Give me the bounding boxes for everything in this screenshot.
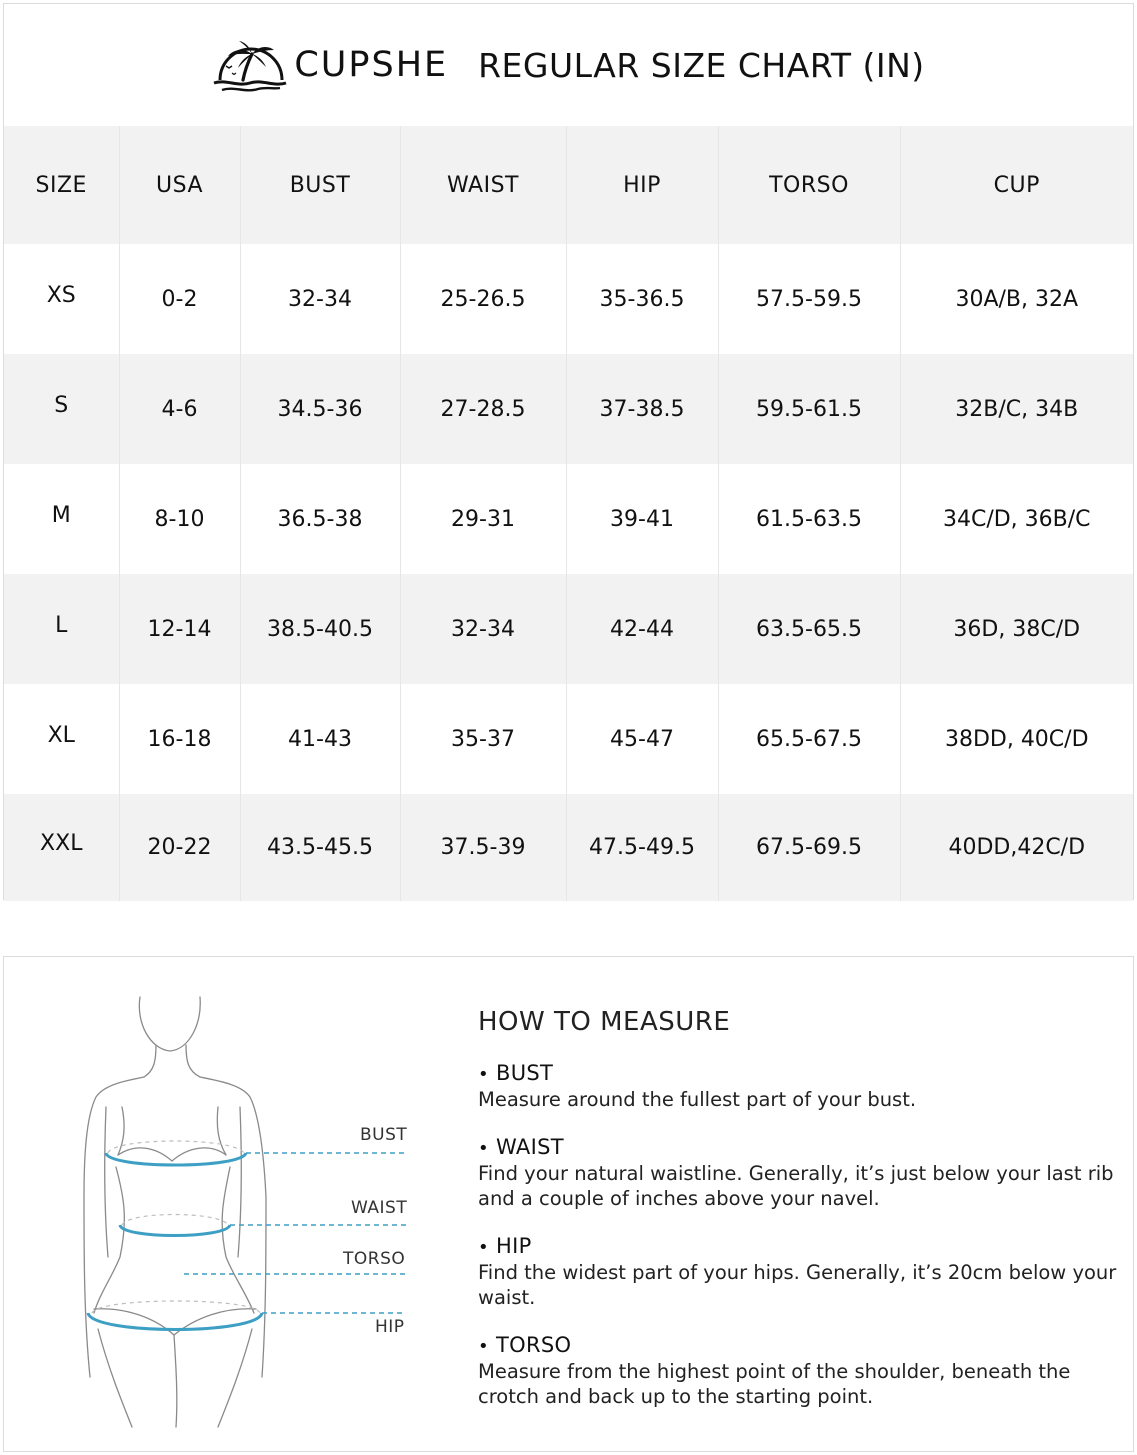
- bust-cell: 41-43: [240, 684, 400, 794]
- column-header-usa: USA: [119, 126, 240, 244]
- torso-cell: 67.5-69.5: [718, 794, 900, 901]
- bullet-icon: •: [478, 1064, 489, 1085]
- bullet-icon: •: [478, 1138, 489, 1159]
- measure-item-desc: Measure around the fullest part of your bust.: [478, 1088, 917, 1111]
- column-header-waist: WAIST: [400, 126, 566, 244]
- cup-cell: 30A/B, 32A: [900, 244, 1133, 354]
- usa-cell: 0-2: [119, 244, 240, 354]
- size-cell: XS: [46, 282, 76, 308]
- cup-cell: 32B/C, 34B: [900, 354, 1133, 464]
- measure-item-label: TORSO: [496, 1333, 572, 1357]
- brand-name: CUPSHE: [294, 45, 449, 85]
- cup-cell: 34C/D, 36B/C: [900, 464, 1133, 574]
- body-figure: [4, 957, 464, 1451]
- table-row: [4, 684, 1133, 794]
- cup-cell: 40DD,42C/D: [900, 794, 1133, 901]
- brand: [212, 36, 448, 94]
- measure-instructions: [478, 1007, 1118, 1432]
- size-cell: S: [54, 392, 69, 418]
- usa-cell: 8-10: [119, 464, 240, 574]
- size-table: [4, 126, 1133, 901]
- hip-cell: 45-47: [566, 684, 718, 794]
- measure-item-desc: Find the widest part of your hips. Generally, it’s 20cm below your waist.: [478, 1261, 1117, 1309]
- measure-item-label: HIP: [496, 1234, 532, 1258]
- figure-label-waist: WAIST: [351, 1198, 408, 1218]
- table-row: [4, 464, 1133, 574]
- torso-cell: 59.5-61.5: [718, 354, 900, 464]
- size-cell: M: [51, 502, 71, 528]
- bust-cell: 32-34: [240, 244, 400, 354]
- measure-item-label: WAIST: [496, 1135, 564, 1159]
- waist-cell: 32-34: [400, 574, 566, 684]
- cup-cell: 38DD, 40C/D: [900, 684, 1133, 794]
- size-cell: XL: [47, 722, 75, 748]
- column-header-torso: TORSO: [718, 126, 900, 244]
- waist-cell: 29-31: [400, 464, 566, 574]
- chart-title: REGULAR SIZE CHART (IN): [478, 45, 925, 85]
- usa-cell: 20-22: [119, 794, 240, 901]
- torso-cell: 57.5-59.5: [718, 244, 900, 354]
- hip-cell: 47.5-49.5: [566, 794, 718, 901]
- measure-item-hip: [478, 1234, 1118, 1310]
- torso-cell: 65.5-67.5: [718, 684, 900, 794]
- measure-item-torso: [478, 1333, 1118, 1409]
- figure-label-torso: TORSO: [343, 1249, 406, 1269]
- usa-cell: 12-14: [119, 574, 240, 684]
- hip-cell: 39-41: [566, 464, 718, 574]
- measure-item-bust: [478, 1061, 1118, 1112]
- waist-cell: 27-28.5: [400, 354, 566, 464]
- usa-cell: 4-6: [119, 354, 240, 464]
- waist-cell: 35-37: [400, 684, 566, 794]
- bust-cell: 34.5-36: [240, 354, 400, 464]
- measure-card: [3, 956, 1134, 1452]
- size-cell: L: [55, 612, 68, 638]
- hip-cell: 37-38.5: [566, 354, 718, 464]
- table-row: [4, 244, 1133, 354]
- chart-header: [4, 4, 1133, 126]
- torso-cell: 61.5-63.5: [718, 464, 900, 574]
- waist-cell: 25-26.5: [400, 244, 566, 354]
- figure-label-hip: HIP: [375, 1317, 405, 1337]
- hip-cell: 42-44: [566, 574, 718, 684]
- usa-cell: 16-18: [119, 684, 240, 794]
- waist-cell: 37.5-39: [400, 794, 566, 901]
- torso-cell: 63.5-65.5: [718, 574, 900, 684]
- size-cell: XXL: [40, 831, 83, 856]
- table-row: [4, 794, 1133, 901]
- measure-item-label: BUST: [496, 1061, 554, 1085]
- size-chart-card: [3, 3, 1134, 900]
- cup-cell: 36D, 38C/D: [900, 574, 1133, 684]
- bust-cell: 43.5-45.5: [240, 794, 400, 901]
- palm-tree-logo-icon: [212, 36, 288, 94]
- column-header-size: SIZE: [35, 172, 87, 198]
- table-header-row: [4, 126, 1133, 244]
- column-header-cup: CUP: [900, 126, 1133, 244]
- hip-cell: 35-36.5: [566, 244, 718, 354]
- measure-item-desc: Measure from the highest point of the shoulder, beneath the crotch and back up to the starting point.: [478, 1360, 1071, 1408]
- how-to-measure-title: HOW TO MEASURE: [478, 1007, 731, 1037]
- measure-item-desc: Find your natural waistline. Generally, it’s just below your last rib and a couple of inches above your navel.: [478, 1162, 1114, 1210]
- bust-cell: 36.5-38: [240, 464, 400, 574]
- measure-item-waist: [478, 1135, 1118, 1211]
- figure-label-bust: BUST: [360, 1125, 408, 1145]
- bullet-icon: •: [478, 1336, 489, 1357]
- column-header-bust: BUST: [240, 126, 400, 244]
- bust-cell: 38.5-40.5: [240, 574, 400, 684]
- table-row: [4, 354, 1133, 464]
- column-header-hip: HIP: [566, 126, 718, 244]
- table-row: [4, 574, 1133, 684]
- bullet-icon: •: [478, 1237, 489, 1258]
